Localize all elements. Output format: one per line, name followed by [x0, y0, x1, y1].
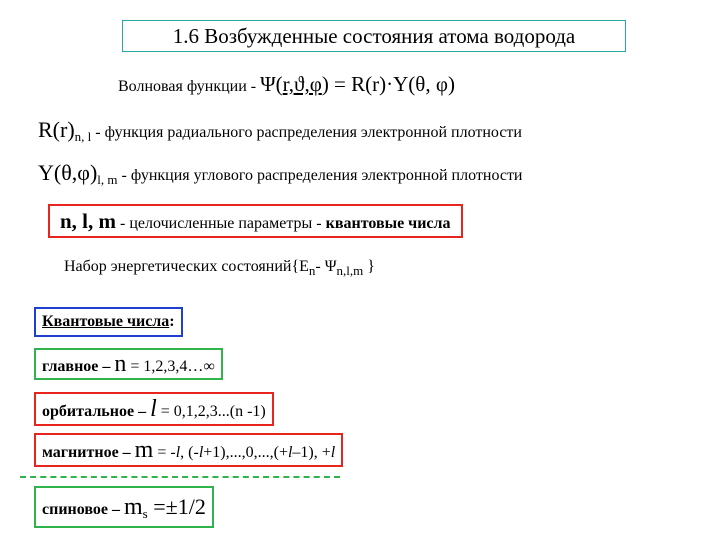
magnetic-l-1: l — [175, 444, 181, 461]
orbital-symbol: l — [150, 396, 157, 422]
spin-number-box — [34, 486, 214, 528]
spin-values: =±1/2 — [147, 494, 206, 519]
spin-symbol: m — [124, 494, 143, 520]
magnetic-l-2: l — [198, 444, 204, 461]
quantum-numbers-heading: Квантовые числа — [42, 313, 170, 330]
magnetic-values-2: , (- — [180, 444, 199, 461]
wavefunction-line — [118, 72, 455, 97]
magnetic-l-3: l — [287, 444, 293, 461]
energy-subscript: n — [308, 263, 316, 278]
principal-values: = 1,2,3,4…∞ — [126, 358, 215, 375]
principal-number-box — [34, 348, 223, 380]
magnetic-label: магнитное – — [42, 444, 135, 461]
magnetic-number-box — [34, 433, 343, 467]
magnetic-values-1: = - — [153, 444, 176, 461]
psi-subscript: n,l,m — [336, 263, 364, 278]
orbital-number-box — [34, 392, 274, 426]
orbital-label: орбитальное – — [42, 403, 151, 420]
wavefunction-label: Волновая функции - — [118, 78, 261, 95]
radial-description: - функция радиального распределения электронной плотности — [91, 124, 522, 141]
principal-symbol: n — [114, 351, 127, 377]
radial-function-line — [38, 117, 522, 145]
angular-description: - функция углового распределения электронной плотности — [117, 167, 523, 184]
parameters-symbols: n, l, m — [60, 209, 117, 233]
page-title: 1.6 Возбужденные состояния атома водорода — [122, 20, 626, 52]
radial-symbol: R(r) — [38, 117, 75, 142]
heading-colon: : — [169, 313, 175, 330]
radial-subscript: n, l — [74, 129, 92, 144]
quantum-numbers-emphasis: квантовые числа — [325, 215, 451, 232]
energy-states-mid: - Ψ — [315, 258, 337, 275]
angular-symbol: Y(θ,φ) — [38, 160, 98, 185]
spin-label: спиновое – — [42, 501, 124, 518]
principal-label: главное – — [42, 358, 115, 375]
energy-states-text: Набор энергетических состояний{E — [64, 258, 309, 275]
energy-states-line — [64, 258, 375, 279]
dashed-divider — [20, 476, 340, 478]
psi-symbol: Ψ( — [260, 72, 283, 96]
spin-subscript: s — [142, 506, 148, 521]
quantum-numbers-heading-box — [34, 307, 183, 337]
magnetic-values-3: +1),...,0,...,(+ — [203, 444, 288, 461]
energy-states-end: } — [363, 258, 375, 275]
magnetic-l-4: l — [330, 444, 336, 461]
psi-arguments: r,ϑ,φ — [282, 72, 322, 96]
angular-subscript: l, m — [97, 172, 118, 187]
parameters-box — [48, 204, 463, 238]
magnetic-values-4: –1), + — [292, 444, 331, 461]
wavefunction-equation: ) = R(r)·Y(θ, φ) — [321, 72, 455, 96]
parameters-text: - целочисленные параметры - — [116, 215, 326, 232]
angular-function-line — [38, 160, 523, 188]
magnetic-symbol: m — [134, 437, 154, 463]
orbital-values: = 0,1,2,3...(n -1) — [156, 403, 266, 420]
